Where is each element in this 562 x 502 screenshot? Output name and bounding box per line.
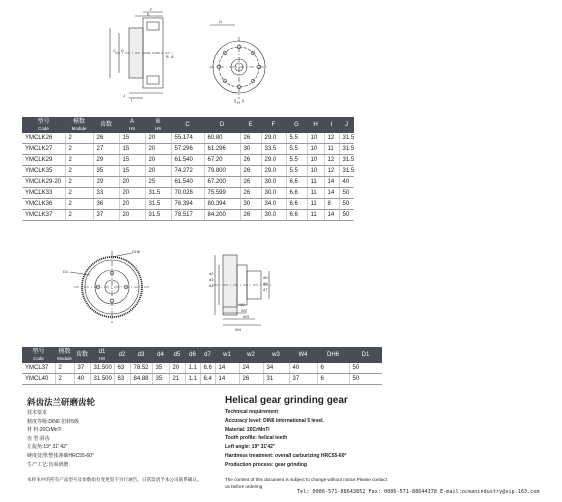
- table-cell: 20: [119, 199, 145, 210]
- label-j: J: [123, 93, 125, 98]
- table-cell: 24: [239, 363, 263, 374]
- table-cell: 26: [240, 166, 261, 177]
- helical-gear-side-view: [195, 245, 280, 335]
- column-header-label: J: [345, 121, 348, 128]
- table-cell: 14: [324, 177, 339, 188]
- table-cell: 29.0: [261, 133, 286, 144]
- column-header: [185, 347, 200, 363]
- table-cell: 50: [349, 363, 382, 374]
- column-header: [171, 117, 204, 133]
- table-cell: 35: [93, 166, 119, 177]
- en-title: Helical gear grinding gear: [225, 395, 348, 406]
- label-d5: d5: [263, 275, 268, 280]
- table-cell: 36: [93, 199, 119, 210]
- column-header: [240, 117, 261, 133]
- table-cell: 30: [240, 199, 261, 210]
- table-cell: 2: [65, 188, 93, 199]
- column-header-label: E: [248, 121, 253, 128]
- table-cell: 30: [240, 144, 261, 155]
- label-a: A: [171, 54, 174, 59]
- table-cell: 40: [289, 363, 317, 374]
- table-cell: 6: [317, 363, 349, 374]
- table-cell: 2: [65, 144, 93, 155]
- column-header-label: d5: [173, 351, 181, 358]
- en-line: Technical requirement: [225, 409, 278, 415]
- table-cell: 29.0: [261, 155, 286, 166]
- column-header: [65, 117, 93, 133]
- table-cell: 29: [93, 177, 119, 188]
- table-cell: 11: [307, 210, 324, 221]
- table-cell: 10: [307, 133, 324, 144]
- table-cell: 27: [93, 144, 119, 155]
- table-header-row: [22, 347, 382, 363]
- table-cell: 20: [145, 166, 171, 177]
- column-header-label: 齿数: [99, 121, 112, 128]
- table-cell: 1.1: [185, 374, 200, 385]
- label-w4: W4: [235, 327, 241, 332]
- column-header-sublabel: Module: [57, 356, 72, 361]
- table-cell: 14: [324, 210, 339, 221]
- column-header: [114, 347, 130, 363]
- flange-gear-side-view: [95, 8, 190, 103]
- en-spec-list: [225, 408, 346, 470]
- table-cell: 78.52: [130, 363, 152, 374]
- table-cell: 34.0: [261, 199, 286, 210]
- column-header-label: 型号: [32, 349, 45, 355]
- column-header-sublabel: Code: [33, 356, 44, 361]
- column-header-label: G: [294, 121, 299, 128]
- column-header-label: DH6: [326, 351, 339, 358]
- column-header: [145, 117, 171, 133]
- table-cell: 63: [114, 363, 130, 374]
- column-header-label: 齿数: [75, 351, 88, 358]
- spec-table-ymclk: [22, 117, 354, 221]
- table-row: [22, 188, 354, 199]
- en-line: Material: 20CrMnTi: [225, 426, 270, 433]
- table-cell: 12: [324, 155, 339, 166]
- label-g: G: [219, 19, 223, 24]
- table-cell: 70.028: [171, 188, 204, 199]
- table-cell: 60.80: [204, 133, 240, 144]
- contact-info: Tel: 0086-571-88643852 Fax: 0086-571-88644378 E-mail:oceanindustry@vip.163.com: [297, 489, 540, 495]
- table-cell: 6.6: [286, 199, 307, 210]
- flange-gear-front-view: [205, 15, 275, 105]
- column-header: [339, 117, 354, 133]
- table-cell: 33: [93, 188, 119, 199]
- table-row: [22, 374, 382, 385]
- table-cell: YMCLK36: [22, 199, 65, 210]
- table-cell: 35: [152, 374, 169, 385]
- column-header-sublabel: H9: [155, 126, 161, 131]
- cn-line: 材 料:20CrMnTi: [27, 427, 62, 434]
- table-cell: YMCLK26: [22, 133, 65, 144]
- table-cell: 26: [240, 177, 261, 188]
- label-e: E: [147, 11, 150, 17]
- column-header-label: w1: [223, 351, 231, 358]
- column-header: [307, 117, 324, 133]
- table-cell: 2: [65, 177, 93, 188]
- table-cell: 31.500: [90, 374, 114, 385]
- table-cell: 50: [339, 188, 354, 199]
- table-cell: YMCL40: [22, 374, 55, 385]
- cn-title: 斜齿法兰研磨齿轮: [27, 397, 96, 407]
- table-cell: 6.4: [200, 374, 215, 385]
- column-header-label: H: [313, 121, 318, 128]
- table-cell: 15: [119, 133, 145, 144]
- label-dh6: DH6: [132, 249, 141, 254]
- en-footer-line: us before ordering: [225, 484, 263, 489]
- table-cell: 34: [263, 363, 289, 374]
- column-header: [55, 347, 74, 363]
- en-line: Hardness treatment: overall carburizing HRC55-60°: [225, 452, 347, 459]
- table-cell: 40: [74, 374, 90, 385]
- table-cell: 2: [65, 199, 93, 210]
- label-f: F: [150, 8, 153, 12]
- table-cell: 31: [263, 374, 289, 385]
- column-header: [119, 117, 145, 133]
- table-cell: 37: [289, 374, 317, 385]
- table-cell: 25: [145, 177, 171, 188]
- table-cell: 61.540: [171, 155, 204, 166]
- cn-line: 生产工艺:齿面研磨: [27, 461, 69, 468]
- label-w3: W3: [243, 314, 249, 319]
- label-d3: d3: [209, 277, 214, 282]
- spec-table-ymcl: [22, 347, 382, 385]
- table-cell: 35: [152, 363, 169, 374]
- table-cell: 74.272: [171, 166, 204, 177]
- table-cell: 15: [119, 144, 145, 155]
- table-cell: YMCLK29: [22, 155, 65, 166]
- table-cell: 55.174: [171, 133, 204, 144]
- table-row: [22, 133, 354, 144]
- column-header: [93, 117, 119, 133]
- table-row: [22, 210, 354, 221]
- column-header: [324, 117, 339, 133]
- table-cell: 6.6: [200, 363, 215, 374]
- table-cell: 63: [114, 374, 130, 385]
- label-i: I: [131, 98, 133, 103]
- table-cell: 78.517: [171, 210, 204, 221]
- table-cell: 30.0: [261, 177, 286, 188]
- column-header: [152, 347, 169, 363]
- table-cell: 6.6: [286, 210, 307, 221]
- table-cell: 5.5: [286, 155, 307, 166]
- table-cell: YMCLK27: [22, 144, 65, 155]
- column-header: [200, 347, 215, 363]
- column-header-label: F: [271, 121, 276, 128]
- cn-line: 左旋角:19° 31' 42": [27, 444, 68, 451]
- table-cell: YMCLK29-20: [22, 177, 65, 188]
- table-cell: 26: [240, 155, 261, 166]
- en-line: Tooth profile: helical teeth: [225, 435, 288, 442]
- table-header-row: [22, 117, 354, 133]
- table-cell: 20: [119, 188, 145, 199]
- table-cell: 15: [119, 166, 145, 177]
- column-header-label: D1: [361, 351, 370, 358]
- table-cell: 31.5: [145, 188, 171, 199]
- column-header: [289, 347, 317, 363]
- table-cell: 2: [55, 374, 74, 385]
- en-line: Accuracy level: DIN6 international 5 level.: [225, 417, 324, 424]
- label-h: H: [237, 100, 240, 105]
- column-header-label: A: [129, 119, 134, 125]
- table-cell: 14: [324, 188, 339, 199]
- label-d6: d6: [263, 281, 268, 286]
- table-cell: 14: [215, 374, 239, 385]
- table-cell: 10: [307, 144, 324, 155]
- table-cell: 6.6: [286, 188, 307, 199]
- table-cell: 61.296: [204, 144, 240, 155]
- en-footer-note: [225, 476, 387, 490]
- cn-line: 技术要求: [27, 410, 48, 416]
- table-cell: 10: [307, 166, 324, 177]
- table-cell: 50: [349, 374, 382, 385]
- table-cell: 12: [324, 133, 339, 144]
- table-cell: 11: [307, 188, 324, 199]
- table-cell: 30.0: [261, 188, 286, 199]
- column-header: [204, 117, 240, 133]
- column-header: [317, 347, 349, 363]
- column-header-label: w3: [272, 351, 280, 358]
- table-row: [22, 144, 354, 155]
- label-d7: d7: [263, 287, 268, 292]
- table-cell: YMCLK35: [22, 166, 65, 177]
- table-cell: 20: [119, 210, 145, 221]
- table-cell: 80.394: [204, 199, 240, 210]
- table-cell: 12: [324, 166, 339, 177]
- column-header-label: C: [185, 121, 190, 128]
- table-cell: 2: [55, 363, 74, 374]
- table-cell: 20: [169, 363, 185, 374]
- table-cell: 5.5: [286, 133, 307, 144]
- table-cell: 31.500: [90, 363, 114, 374]
- cn-line: 齿 型:斜齿: [27, 435, 50, 442]
- table-cell: 5.5: [286, 166, 307, 177]
- cn-spec-list: [27, 409, 94, 469]
- table-cell: 79.800: [204, 166, 240, 177]
- table-cell: YMCLK33: [22, 188, 65, 199]
- table-cell: 15: [119, 155, 145, 166]
- column-header-sublabel: Code: [38, 126, 49, 131]
- table-cell: 10: [307, 155, 324, 166]
- column-header-label: I: [330, 121, 333, 128]
- table-cell: 20: [145, 133, 171, 144]
- column-header-label: D: [219, 121, 225, 128]
- column-header-label: d2: [118, 351, 126, 358]
- table-cell: 31.5: [339, 133, 354, 144]
- column-header-sublabel: Module: [71, 126, 87, 131]
- column-header-label: w2: [247, 351, 255, 358]
- table-cell: 29.0: [261, 166, 286, 177]
- column-header: [239, 347, 263, 363]
- column-header: [169, 347, 185, 363]
- column-header: [22, 347, 55, 363]
- label-d1: D1: [63, 269, 69, 274]
- column-header-label: 模数: [58, 349, 71, 355]
- column-header-label: d7: [204, 351, 211, 358]
- table-row: [22, 166, 354, 177]
- table-row: [22, 177, 354, 188]
- table-cell: 20: [145, 155, 171, 166]
- cn-line: 精度等级:DIN6 扭转5级: [27, 418, 79, 425]
- table-cell: 31.5: [339, 155, 354, 166]
- table-cell: 31.5: [339, 144, 354, 155]
- table-cell: 37: [93, 210, 119, 221]
- table-cell: 6.6: [286, 177, 307, 188]
- table-row: [22, 199, 354, 210]
- table-cell: 26: [240, 133, 261, 144]
- column-header-label: d3: [137, 351, 145, 358]
- table-cell: 8: [324, 199, 339, 210]
- table-cell: 26: [93, 133, 119, 144]
- table-cell: 2: [65, 166, 93, 177]
- table-cell: 84.200: [204, 210, 240, 221]
- table-cell: 67.20: [204, 155, 240, 166]
- table-cell: 57.296: [171, 144, 204, 155]
- en-line: Production process: gear grinding: [225, 461, 307, 468]
- en-line: Left angle: 19° 31'42": [225, 444, 276, 451]
- label-w2: W2: [241, 308, 247, 313]
- column-header-label: B: [155, 119, 160, 125]
- en-footer-line: The content of this document is subject to change without notice.Please contact: [225, 477, 387, 482]
- table-cell: 26: [240, 188, 261, 199]
- table-cell: 2: [65, 133, 93, 144]
- column-header: [263, 347, 289, 363]
- table-cell: 84.88: [130, 374, 152, 385]
- table-cell: 21: [169, 374, 185, 385]
- column-header-label: d1: [98, 349, 106, 355]
- column-header: [261, 117, 286, 133]
- table-cell: 20: [145, 144, 171, 155]
- table-row: [22, 155, 354, 166]
- column-header: [286, 117, 307, 133]
- table-cell: 31.5: [145, 199, 171, 210]
- column-header-label: 模数: [72, 119, 85, 125]
- table-cell: 37: [74, 363, 90, 374]
- table-cell: 11: [324, 144, 339, 155]
- column-header: [74, 347, 90, 363]
- table-cell: 11: [307, 199, 324, 210]
- table-cell: 2: [65, 155, 93, 166]
- label-b: B: [166, 54, 169, 59]
- column-header-label: d6: [189, 351, 196, 358]
- column-header: [22, 117, 65, 133]
- table-cell: 50: [339, 210, 354, 221]
- column-header-sublabel: H8: [99, 356, 105, 361]
- table-cell: YMCL37: [22, 363, 55, 374]
- label-c: C: [113, 48, 116, 53]
- table-cell: 31.5: [145, 210, 171, 221]
- table-cell: 33.5: [261, 144, 286, 155]
- table-cell: 30.0: [261, 210, 286, 221]
- table-cell: 6: [317, 374, 349, 385]
- helical-gear-front-view: [60, 245, 155, 325]
- cn-line: 硬度处理:整体渗碳HRC55-60°: [27, 452, 95, 459]
- table-cell: 14: [215, 363, 239, 374]
- column-header: [90, 347, 114, 363]
- table-cell: YMCLK37: [22, 210, 65, 221]
- table-cell: 5.5: [286, 144, 307, 155]
- table-cell: 11: [307, 177, 324, 188]
- table-cell: 26: [239, 374, 263, 385]
- table-cell: 20: [119, 177, 145, 188]
- table-cell: 50: [339, 199, 354, 210]
- label-w1: W1: [239, 302, 245, 307]
- table-cell: 40: [339, 177, 354, 188]
- label-d2: d2: [209, 271, 214, 276]
- table-cell: 61.540: [171, 177, 204, 188]
- column-header-sublabel: H9: [129, 126, 135, 131]
- column-header: [349, 347, 382, 363]
- table-cell: 2: [65, 210, 93, 221]
- column-header: [130, 347, 152, 363]
- table-cell: 75.599: [204, 188, 240, 199]
- table-cell: 26: [240, 210, 261, 221]
- column-header-label: W4: [298, 351, 308, 358]
- label-d4: d4: [209, 283, 214, 288]
- table-cell: 1.1: [185, 363, 200, 374]
- table-cell: 29: [93, 155, 119, 166]
- label-d: D: [121, 48, 124, 53]
- table-cell: 31.5: [339, 166, 354, 177]
- table-cell: 76.394: [171, 199, 204, 210]
- table-cell: 67.200: [204, 177, 240, 188]
- column-header-label: d4: [157, 351, 164, 358]
- column-header: [215, 347, 239, 363]
- column-header-label: 型号: [37, 119, 50, 125]
- cn-footer-note: 本样本中的所有产品型号及参数如有变更恕不另行通告。日常需请予本公司联系确认。: [27, 477, 202, 482]
- table-row: [22, 363, 382, 374]
